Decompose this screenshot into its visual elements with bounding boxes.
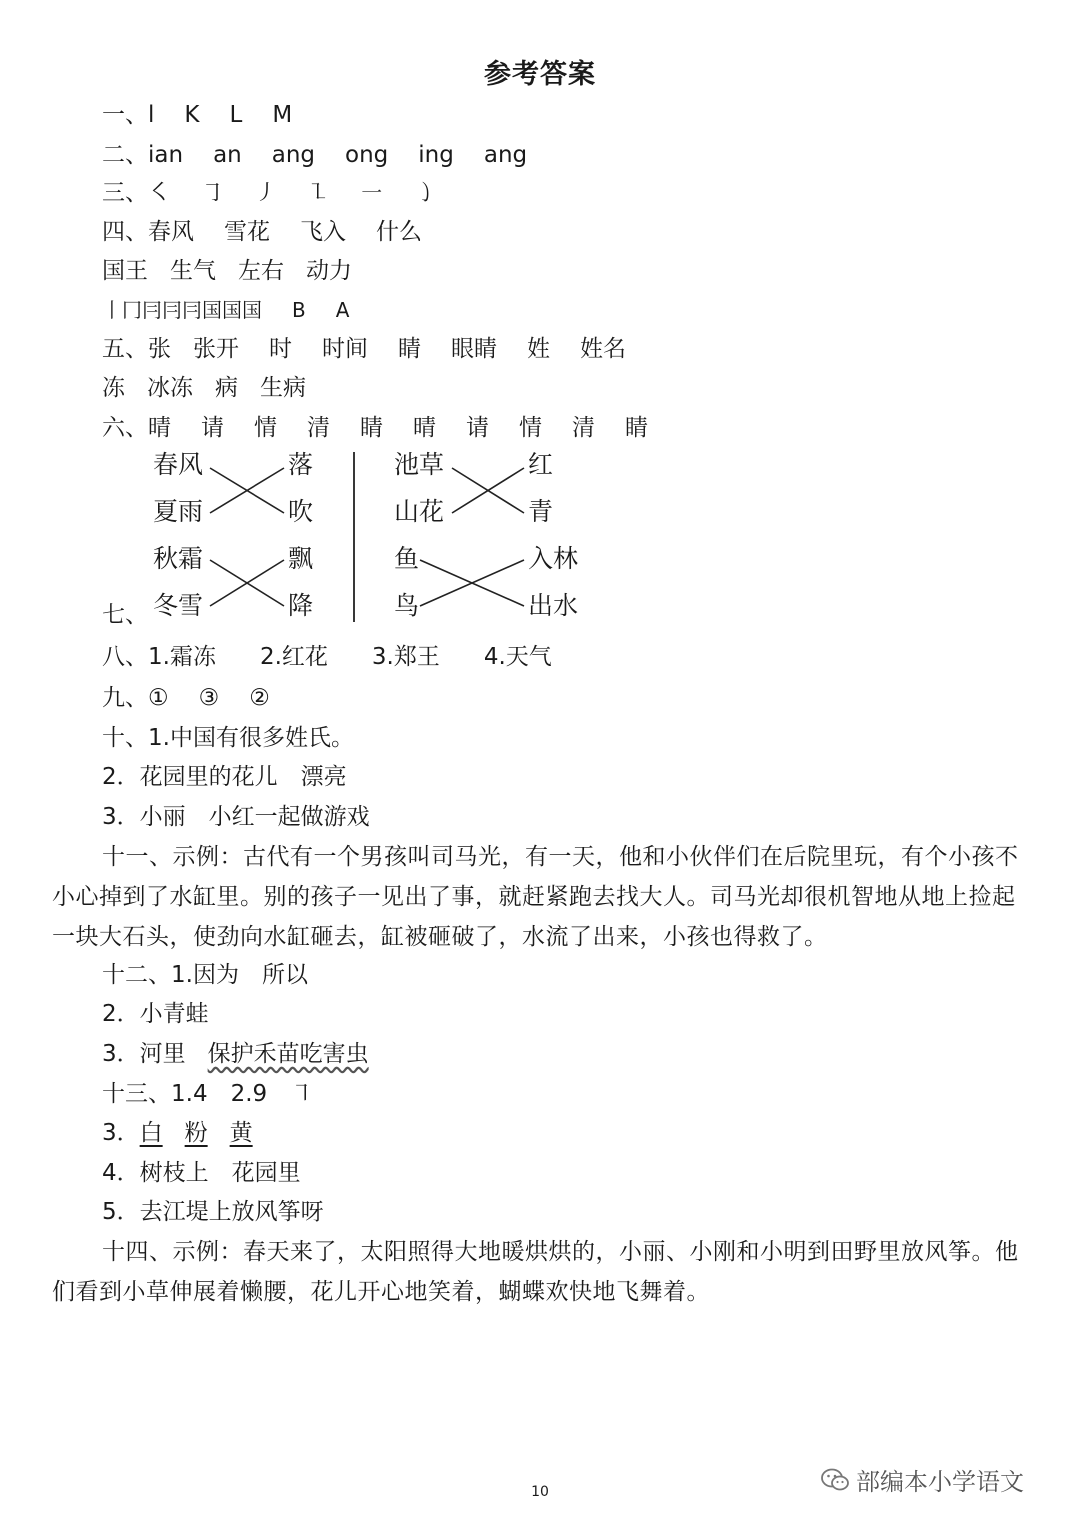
q13-answer: 1.4 2.9 ㇕ [171,1081,314,1107]
q8-line [102,642,552,672]
q11-paragraph [52,837,1032,957]
watermark-text: 部编本小学语文 [856,1468,1024,1496]
q14-paragraph [52,1232,1032,1312]
q5-word: 冻 [102,375,125,401]
q14-label: 十四、 [102,1239,173,1265]
q6-char: 睛 [625,415,648,441]
q13-line-3 [102,1118,253,1148]
q5-word: 张 [148,336,171,362]
q8-label: 八、 [102,644,148,670]
q7-right-word: 鸟 [394,591,420,620]
q13-line-5: 5．去江堤上放风筝呀 [102,1199,324,1225]
q8-item: 1.霜冻 [148,644,216,670]
q4-choice: A [335,298,350,322]
q9-item: ③ [198,685,220,711]
q12-line-3 [102,1039,369,1069]
q3-stroke: ㇓ [254,180,277,206]
q11-text: 示例：古代有一个男孩叫司马光，有一天，他和小伙伴们在后院里玩，有个小孩不小心掉到了水缸里。别的孩子一见出了事，就赶紧跑去找大人。司马光却很机智地从地上捡起一块大石头，使劲向水缸砸去，缸被砸破了，水流了出来，小孩也得救了。 [52,844,1019,950]
q2-item: ing [418,142,454,168]
q5-word: 眼睛 [451,336,497,362]
q13-line-4: 4．树枝上 花园里 [102,1160,301,1186]
q3-stroke: ㇆ [201,180,224,206]
wechat-icon [820,1467,850,1493]
q5-word: 时 [269,336,292,362]
q10-line-3: 3．小丽 小红一起做游戏 [102,804,370,830]
q13-label: 十三、 [102,1081,171,1107]
q6-label: 六、 [102,415,148,441]
q6-char: 情 [519,415,542,441]
q7-right-match: 青 [528,497,554,526]
q14-text: 示例：春天来了，太阳照得大地暖烘烘的，小丽、小刚和小明到田野里放风筝。他们看到小草伸展着懒腰，花儿开心地笑着，蝴蝶欢快地飞舞着。 [52,1239,1019,1305]
q8-item: 3.郑王 [371,644,440,670]
q13-a3-word: 黄 [229,1120,253,1146]
q6-char: 晴 [148,415,171,441]
q5-word: 病 [215,375,238,401]
q12-a3-wavy: 保护禾苗吃害虫 [207,1041,369,1067]
watermark [820,1462,1024,1497]
q3-stroke: ㇐ [360,180,383,206]
q7-left-match: 飘 [288,544,314,573]
q4-stroke-order: 丨冂冃冃冃国国国 [102,298,262,322]
q12-line-1 [102,960,308,990]
q13-line-1 [102,1079,313,1109]
q12-answer: 1.因为 所以 [171,962,308,988]
q4-word: 春风 [148,219,194,245]
q4-word: 什么 [376,219,422,245]
q4-label: 四、 [102,219,148,245]
q6-char: 睛 [360,415,383,441]
q3-label: 三、 [102,180,148,206]
q6-char: 清 [572,415,595,441]
q5-word: 生病 [260,375,306,401]
q7-label: 七、 [102,602,148,628]
q7-right-word: 山花 [394,497,445,526]
q4-word: 飞入 [300,219,346,245]
q5-word: 姓 [527,336,550,362]
q8-item: 4.天气 [483,644,552,670]
q6-char: 晴 [413,415,436,441]
q7-right-match: 红 [528,450,554,479]
q3-stroke: ㇁ [413,180,436,206]
q1-label: 一、 [102,102,148,128]
q12-label: 十二、 [102,962,171,988]
q7-right-word: 鱼 [394,544,420,573]
q7-right-match: 出水 [528,591,579,620]
q2-label: 二、 [102,142,148,168]
q9-label: 九、 [102,685,148,711]
q11-label: 十一、 [102,844,173,870]
q1-item: l [148,102,155,128]
q1-item: K [184,102,200,128]
q2-item: ang [271,142,316,168]
q12-a3-prefix: 3．河里 [102,1041,186,1067]
q6-char: 请 [466,415,489,441]
q5-word: 时间 [322,336,368,362]
q5-label: 五、 [102,336,148,362]
q13-a3-prefix: 3． [102,1120,140,1146]
q4-word: 动力 [306,258,352,284]
q2-item: ian [148,142,184,168]
q4-word: 雪花 [224,219,270,245]
q10-label: 十、 [102,725,148,751]
q4-choice: B [292,298,306,322]
q7-left-match: 降 [288,591,314,620]
q7-left-match: 落 [288,450,314,479]
q7-left-word: 秋霜 [153,544,204,573]
q7-right-word: 池草 [394,450,445,479]
q13-a3-word: 粉 [184,1120,208,1146]
q3-stroke: ㇛ [148,180,171,206]
q2-item: ang [483,142,528,168]
q7-left-word: 春风 [153,450,204,479]
q5-word: 姓名 [580,336,626,362]
q9-item: ① [148,685,169,711]
q10-line-1 [102,723,354,753]
page-title: 参考答案 [484,59,596,90]
q10-line-2: 2．花园里的花儿 漂亮 [102,764,347,790]
q7-right-match: 入林 [528,544,579,573]
q6-char: 请 [201,415,224,441]
q1-item: L [229,102,243,128]
q7-left-word: 夏雨 [153,497,204,526]
q9-line [102,683,270,713]
q8-item: 2.红花 [259,644,328,670]
q7-left-match: 吹 [288,497,314,526]
q6-char: 清 [307,415,330,441]
q9-item: ② [249,685,270,711]
q5-word: 张开 [193,336,239,362]
q5-word: 睛 [398,336,421,362]
q12-line-2: 2．小青蛙 [102,1001,209,1027]
q7-left-word: 冬雪 [153,591,204,620]
q10-answer: 1.中国有很多姓氏。 [148,725,354,751]
q6-char: 情 [254,415,277,441]
q4-word: 左右 [238,258,284,284]
q3-stroke: ㇅ [307,180,330,206]
q13-a3-word: 白 [139,1120,163,1146]
q2-item: an [213,142,242,168]
q4-word: 国王 [102,258,148,284]
q2-item: ong [345,142,389,168]
q1-item: M [272,102,293,128]
q5-word: 冰冻 [147,375,193,401]
page-number: 10 [531,1484,549,1500]
q4-word: 生气 [170,258,216,284]
